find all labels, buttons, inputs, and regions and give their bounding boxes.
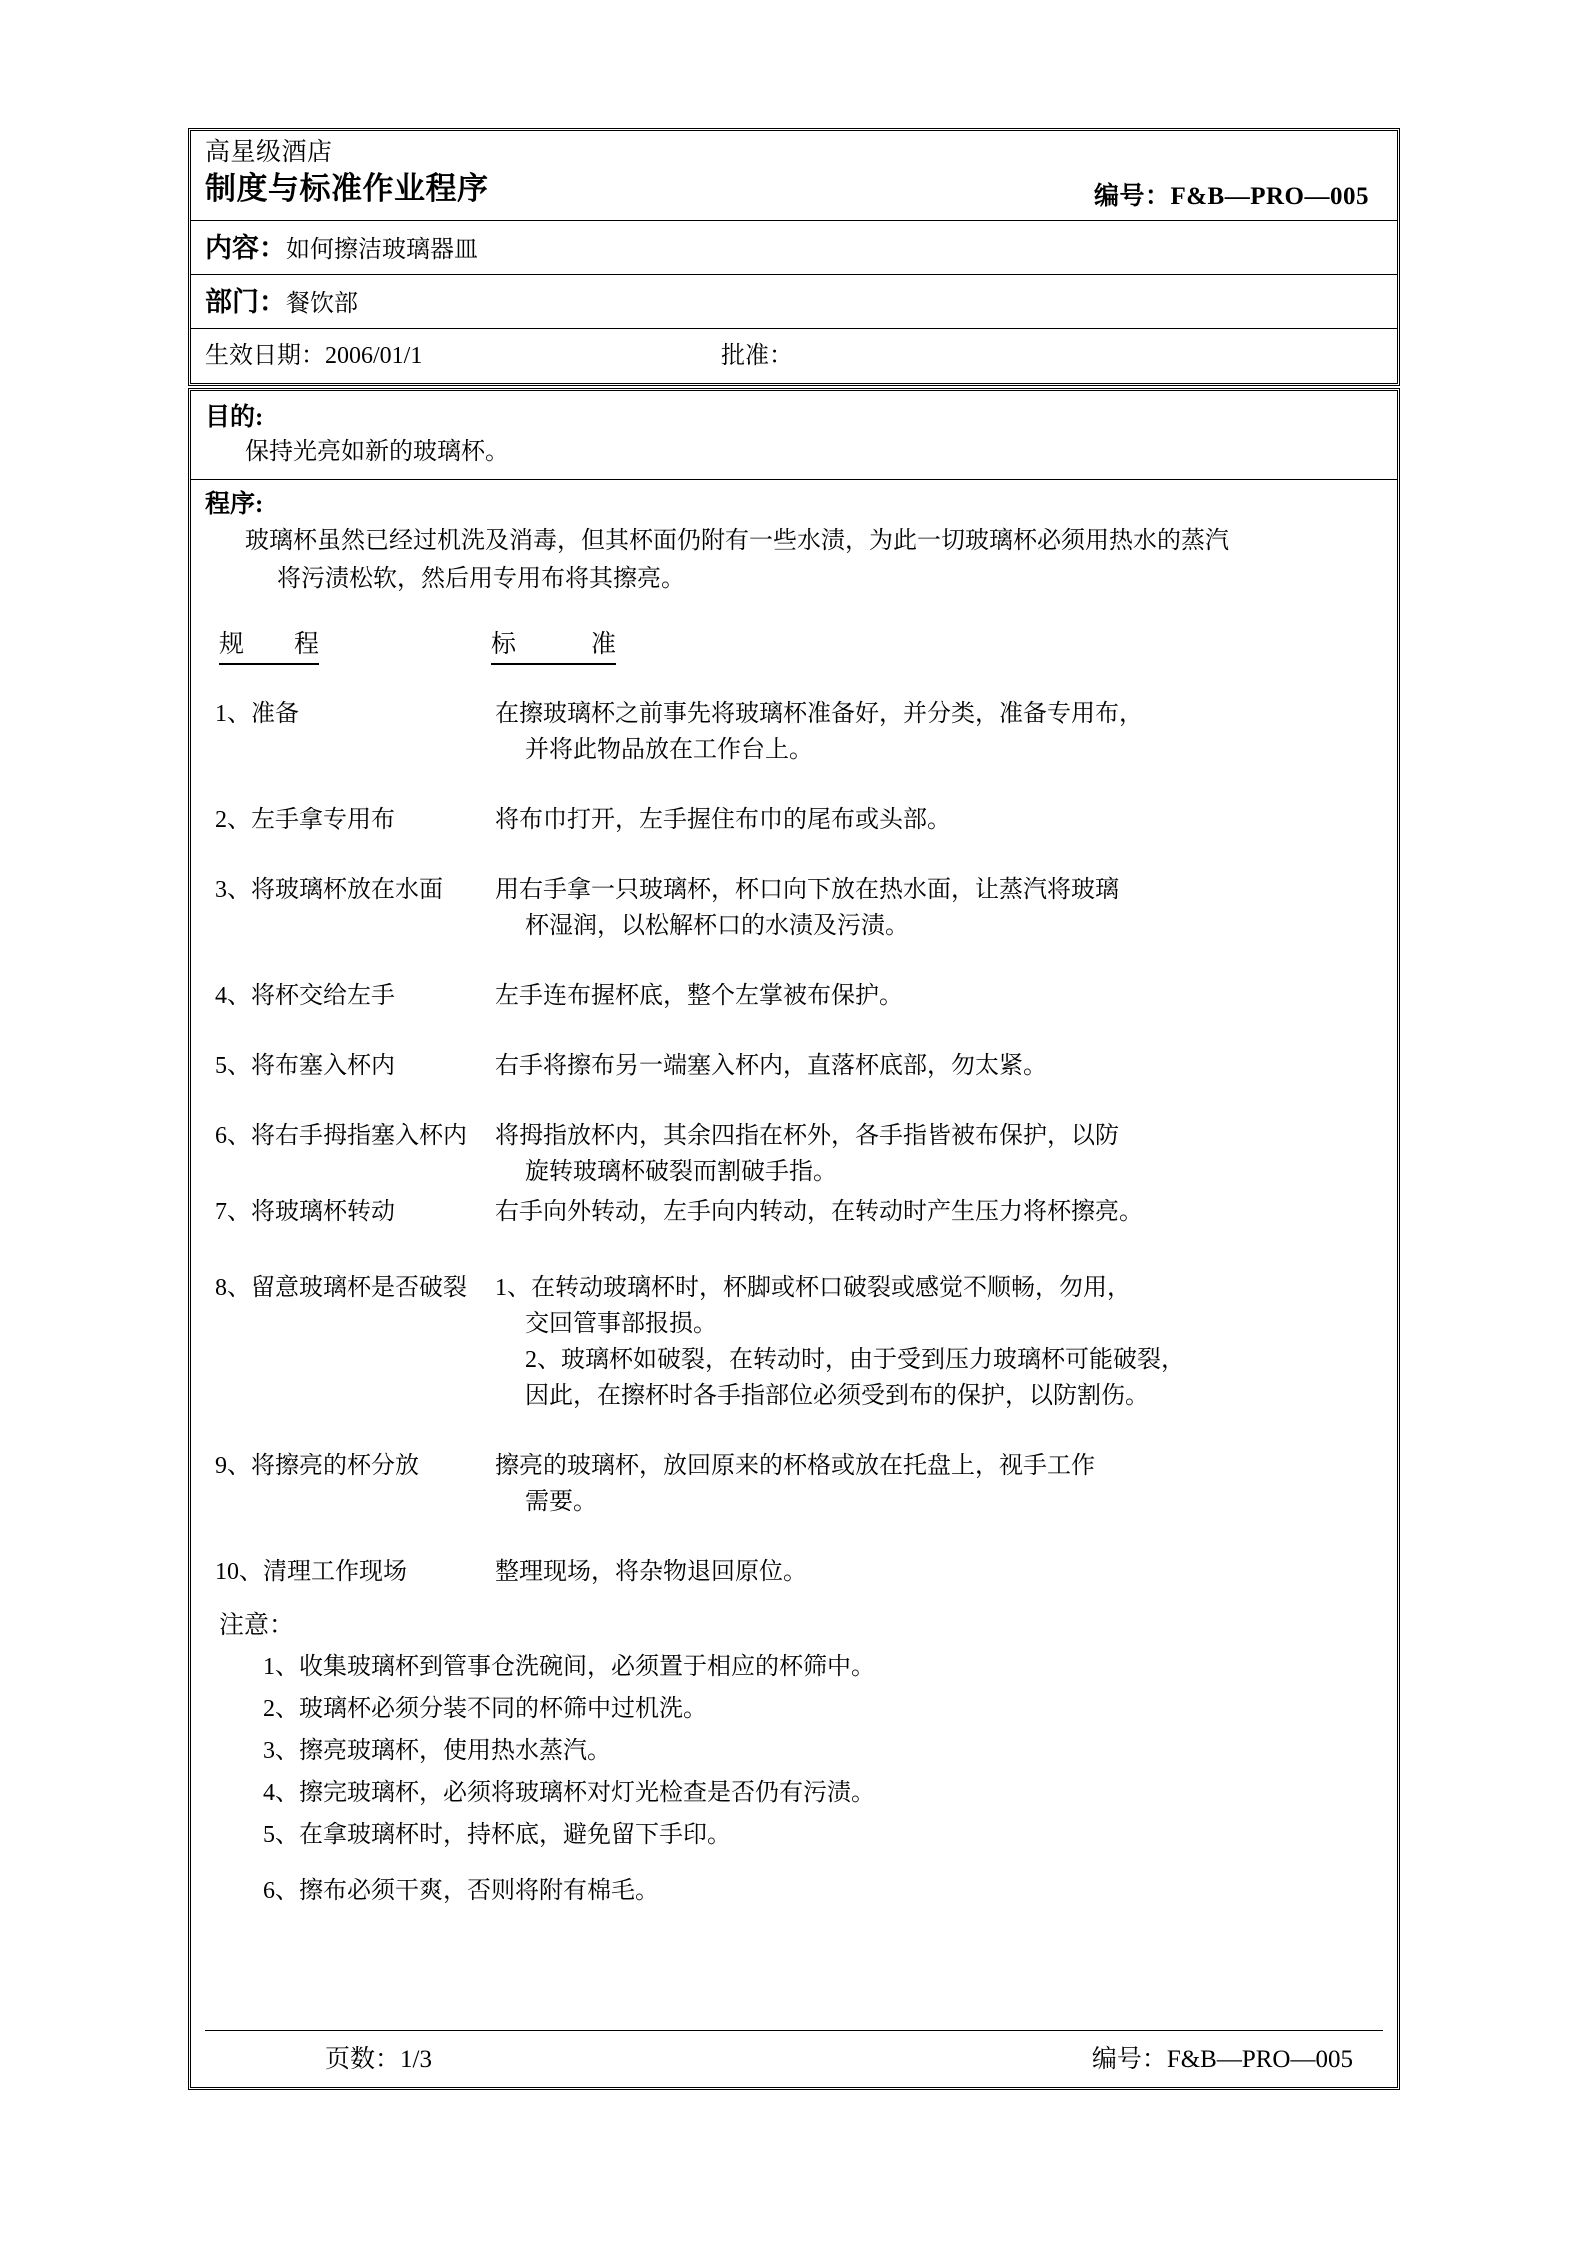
note-item: 4、擦完玻璃杯，必须将玻璃杯对灯光检查是否仍有污渍。 [263,1780,875,1806]
notes-section [205,1606,1383,1912]
step-name: 9、将擦亮的杯分放 [215,1453,419,1479]
step-inner [205,802,1383,838]
step-standard-line: 整理现场，将杂物退回原位。 [495,1559,807,1585]
note-item: 6、擦布必须干爽，否则将附有棉毛。 [263,1878,659,1904]
step-standard [495,1270,1383,1414]
note-item: 2、玻璃杯必须分装不同的杯筛中过机洗。 [263,1696,707,1722]
notes-list [219,1646,1369,1912]
step-standard-line: 右手向外转动，左手向内转动，在转动时产生压力将杯擦亮。 [495,1199,1143,1225]
purpose-text: 保持光亮如新的玻璃杯。 [245,439,509,465]
step-name: 10、清理工作现场 [215,1559,407,1585]
step-standard [495,696,1383,768]
procedure-label: 程序: [205,491,264,518]
footer-page-number: 页数：1/3 [325,2046,432,2073]
step-standard [495,1194,1383,1230]
step-name: 1、准备 [215,701,299,727]
step-standard-line: 右手将擦布另一端塞入杯内，直落杯底部，勿太紧。 [495,1053,1047,1079]
step-inner [205,1194,1383,1230]
step-standard [495,802,1383,838]
step-standard-line: 左手连布握杯底，整个左掌被布保护。 [495,983,903,1009]
step-inner [205,1118,1383,1190]
header-content-row [191,221,1397,275]
step-standard-line: 并将此物品放在工作台上。 [525,737,813,763]
document-body-table [188,388,1400,2090]
purpose-label: 目的: [205,404,264,431]
step-name: 4、将杯交给左手 [215,983,395,1009]
step-name: 2、左手拿专用布 [215,807,395,833]
step-row [205,1048,1383,1084]
step-name: 3、将玻璃杯放在水面 [215,877,443,903]
step-inner [205,872,1383,944]
step-row [205,1194,1383,1230]
step-standard [495,978,1383,1014]
footer-document-number: 编号：F&B—PRO—005 [1091,2046,1353,2073]
step-row [205,1448,1383,1520]
step-row [205,872,1383,944]
header-title-row [191,131,1397,221]
step-standard-line: 杯湿润，以松解杯口的水渍及污渍。 [525,913,909,939]
step-standard-line: 旋转玻璃杯破裂而割破手指。 [525,1159,837,1185]
department-label: 部门： [205,287,286,317]
step-row [205,1554,1383,1590]
step-standard-line: 1、在转动玻璃杯时，杯脚或杯口破裂或感觉不顺畅，勿用， [495,1275,1131,1301]
header-effective-date-row [191,329,1397,383]
step-inner [205,696,1383,768]
note-item: 1、收集玻璃杯到管事仓洗碗间，必须置于相应的杯筛中。 [263,1654,875,1680]
document-footer-row [205,2030,1383,2087]
step-standard [495,1448,1383,1520]
step-name: 7、将玻璃杯转动 [215,1199,395,1225]
purpose-section [191,391,1397,480]
step-standard-line: 将拇指放杯内，其余四指在杯外，各手指皆被布保护，以防 [495,1123,1119,1149]
step-list [205,696,1383,1590]
step-standard-line: 因此，在擦杯时各手指部位必须受到布的保护，以防割伤。 [525,1383,1149,1409]
step-row [205,696,1383,768]
step-inner [205,1448,1383,1520]
step-name: 5、将布塞入杯内 [215,1053,395,1079]
effective-date-label: 生效日期： [205,343,325,369]
step-standard-line: 在擦玻璃杯之前事先将玻璃杯准备好，并分类，准备专用布， [495,701,1143,727]
column-header-procedure: 规 程 [219,624,319,665]
step-standard [495,1118,1383,1190]
procedure-paragraph-line-2: 将污渍松软，然后用专用布将其擦亮。 [277,566,685,592]
column-header-standard: 标 准 [491,624,616,665]
step-standard [495,1048,1383,1084]
step-standard-line: 需要。 [525,1489,597,1515]
step-name: 6、将右手拇指塞入杯内 [215,1123,467,1149]
step-standard-line: 2、玻璃杯如破裂，在转动时，由于受到压力玻璃杯可能破裂， [525,1347,1185,1373]
step-row [205,978,1383,1014]
content-label: 内容： [205,233,286,263]
document-title: 制度与标准作业程序 [205,171,489,206]
procedure-paragraph-line-1: 玻璃杯虽然已经过机洗及消毒，但其杯面仍附有一些水渍，为此一切玻璃杯必须用热水的蒸汽 [245,528,1229,554]
step-standard [495,872,1383,944]
step-inner [205,1554,1383,1590]
step-standard-line: 将布巾打开，左手握住布巾的尾布或头部。 [495,807,951,833]
step-standard-line: 擦亮的玻璃杯，放回原来的杯格或放在托盘上，视手工作 [495,1453,1095,1479]
step-inner [205,1270,1383,1414]
organization-name: 高星级酒店 [205,139,333,166]
notes-label: 注意： [219,1612,295,1639]
header-document-number: 编号：F&B—PRO—005 [1093,183,1369,210]
step-row [205,1118,1383,1190]
bottom-spacer [205,1912,1383,2030]
step-row [205,802,1383,838]
step-standard-line: 用右手拿一只玻璃杯，杯口向下放在热水面，让蒸汽将玻璃 [495,877,1119,903]
effective-date-value: 2006/01/1 [325,343,423,369]
step-row [205,1270,1383,1414]
approval-label: 批准： [721,343,793,369]
note-item: 5、在拿玻璃杯时，持杯底，避免留下手印。 [263,1822,731,1848]
step-name: 8、留意玻璃杯是否破裂 [215,1275,467,1301]
step-table-column-headers [205,624,1383,686]
header-department-row [191,275,1397,329]
step-standard-line: 交回管事部报损。 [525,1311,717,1337]
content-value: 如何擦洁玻璃器皿 [286,237,478,263]
step-inner [205,978,1383,1014]
department-value: 餐饮部 [286,291,358,317]
procedure-section [191,480,1397,2087]
note-item: 3、擦亮玻璃杯，使用热水蒸汽。 [263,1738,611,1764]
step-inner [205,1048,1383,1084]
step-standard [495,1554,1383,1590]
document-header-table [188,128,1400,386]
